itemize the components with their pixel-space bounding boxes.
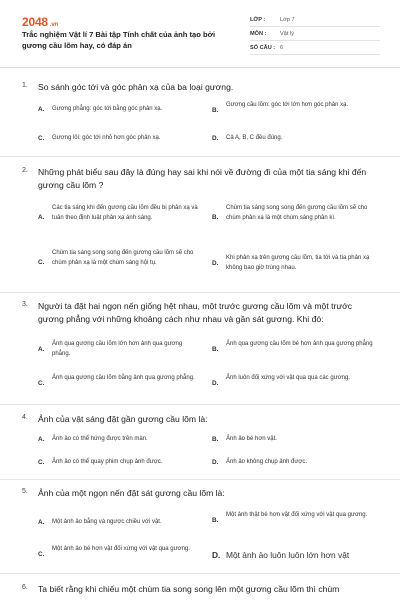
option-letter: D. <box>212 380 219 387</box>
option-text: Khi phản xạ trên gương cầu lõm, tia tới và tia phản xạ không bao giờ trùng nhau. <box>226 255 370 271</box>
question-text: Những phát biểu sau đây là đúng hay sai khi nói về đường đi của một tia sáng khi đến gương cầu lõm ? <box>38 167 367 190</box>
option-text: Ảnh ảo bé hơn vật. <box>226 436 277 442</box>
page-title: Trắc nghiệm Vật lí 7 Bài tập Tính chất của ảnh tạo bởi gương cầu lõm hay, có đáp án <box>22 30 216 50</box>
option-letter: C. <box>38 135 45 142</box>
question-text: Ảnh của một ngọn nến đặt sát gương cầu lõm là: <box>38 488 225 498</box>
question-number: 6. <box>22 584 28 591</box>
option-text: Các tia sáng khi đến gương cầu lõm đều bị phản xạ và tuân theo định luật phản xạ ánh sáng. <box>52 205 198 221</box>
option-letter: C. <box>38 551 45 558</box>
logo-text: 2048 <box>22 15 48 29</box>
option-text: Ảnh ảo có thể quay phim chụp ảnh được. <box>52 459 163 465</box>
option-letter: C. <box>38 380 45 387</box>
option-text: Ảnh luôn đối xứng với vật qua qua các gương. <box>226 375 350 381</box>
option-letter: D. <box>212 550 221 560</box>
meta-key: SỐ CÂU : <box>250 44 276 51</box>
question-text: Ta biết rằng khi chiếu một chùm tia song song lên một gương cầu lõm thì chùm <box>38 584 340 594</box>
option-letter: B. <box>212 214 219 221</box>
option-text: Gương cầu lõm: góc tới lớn hơn góc phản xạ. <box>226 102 349 108</box>
option-letter: C. <box>38 459 45 466</box>
question-divider <box>0 292 400 293</box>
option-text: Một ảnh ảo bé hơn vật đối xứng với vật qua gương. <box>52 546 190 552</box>
logo-suffix: .vn <box>49 22 58 28</box>
meta-key: MÔN : <box>250 30 267 37</box>
option-text: Chùm tia sáng song song đến gương cầu lõm sẽ cho chùm phản xạ là một chùm sáng phân kì. <box>226 205 368 221</box>
header-divider <box>0 67 400 68</box>
option-text: Gương phẳng: góc tới bằng góc phản xạ. <box>52 106 163 112</box>
option-text: Ảnh qua gương cầu lõm bé hơn ảnh qua gương phẳng <box>226 341 373 347</box>
meta-value: 6 <box>280 44 284 51</box>
option-letter: B. <box>212 517 219 524</box>
option-letter: A. <box>38 436 45 443</box>
option-letter: C. <box>38 259 45 266</box>
option-text: Một ảnh thật bé hơn vật đối xứng với vật qua gương. <box>226 512 368 518</box>
option-text: Một ảnh ảo bằng và ngược chiều với vật. <box>52 519 162 525</box>
question-number: 2. <box>22 167 28 174</box>
option-letter: B. <box>212 346 219 353</box>
site-logo[interactable] <box>22 15 58 29</box>
option-letter: B. <box>212 436 219 443</box>
meta-table <box>250 13 380 55</box>
question-number: 1. <box>22 82 28 89</box>
option-text: Gương lồi: góc tới nhỏ hơn góc phản xạ. <box>52 135 161 141</box>
option-letter: A. <box>38 214 45 221</box>
question-divider <box>0 156 400 157</box>
option-letter: A. <box>38 346 45 353</box>
option-text: Ảnh ảo có thể hứng được trên màn. <box>52 436 148 442</box>
question-number: 4. <box>22 414 28 421</box>
question-divider <box>0 573 400 574</box>
option-letter: D. <box>212 260 219 267</box>
question-number: 3. <box>22 301 28 308</box>
option-letter: B. <box>212 107 219 114</box>
page-header <box>0 0 400 64</box>
meta-value: Vật lý <box>280 30 294 37</box>
option-text: Cả A, B, C đều đúng. <box>226 135 283 141</box>
option-letter: D. <box>212 135 219 142</box>
meta-key: LỚP : <box>250 16 266 23</box>
question-divider <box>0 404 400 405</box>
option-text: Ảnh ảo không chụp ảnh được. <box>226 459 308 465</box>
option-letter: A. <box>38 519 45 526</box>
meta-row-grade <box>250 13 380 27</box>
option-letter: D. <box>212 459 219 466</box>
option-text: Ảnh qua gương cầu lõm bằng ảnh qua gương phẳng. <box>52 375 195 381</box>
question-text: Ảnh của vật sáng đặt gần gương cầu lõm là: <box>38 414 208 424</box>
question-divider <box>0 479 400 480</box>
meta-row-count <box>250 41 380 55</box>
option-letter: A. <box>38 106 45 113</box>
question-text: So sánh góc tới và góc phản xạ của ba loại gương. <box>38 82 234 92</box>
meta-value: Lớp 7 <box>280 16 295 23</box>
question-number: 5. <box>22 488 28 495</box>
question-text: Người ta đặt hai ngọn nến giống hệt nhau, một trước gương cầu lõm và một trước gương phẳng với những khoảng cách như nhau và gần sát gương. Khi đó: <box>38 301 353 324</box>
option-text: Một ảnh ảo luôn luôn lớn hơn vật <box>226 550 350 560</box>
option-text: Chùm tia sáng song song đến gương cầu lõm sẽ cho chùm phản xạ là một chùm sáng hội tụ. <box>52 250 194 266</box>
option-text: Ảnh qua gương cầu lõm lớn hơn ảnh qua gương phẳng. <box>52 341 183 357</box>
meta-row-subject <box>250 27 380 41</box>
